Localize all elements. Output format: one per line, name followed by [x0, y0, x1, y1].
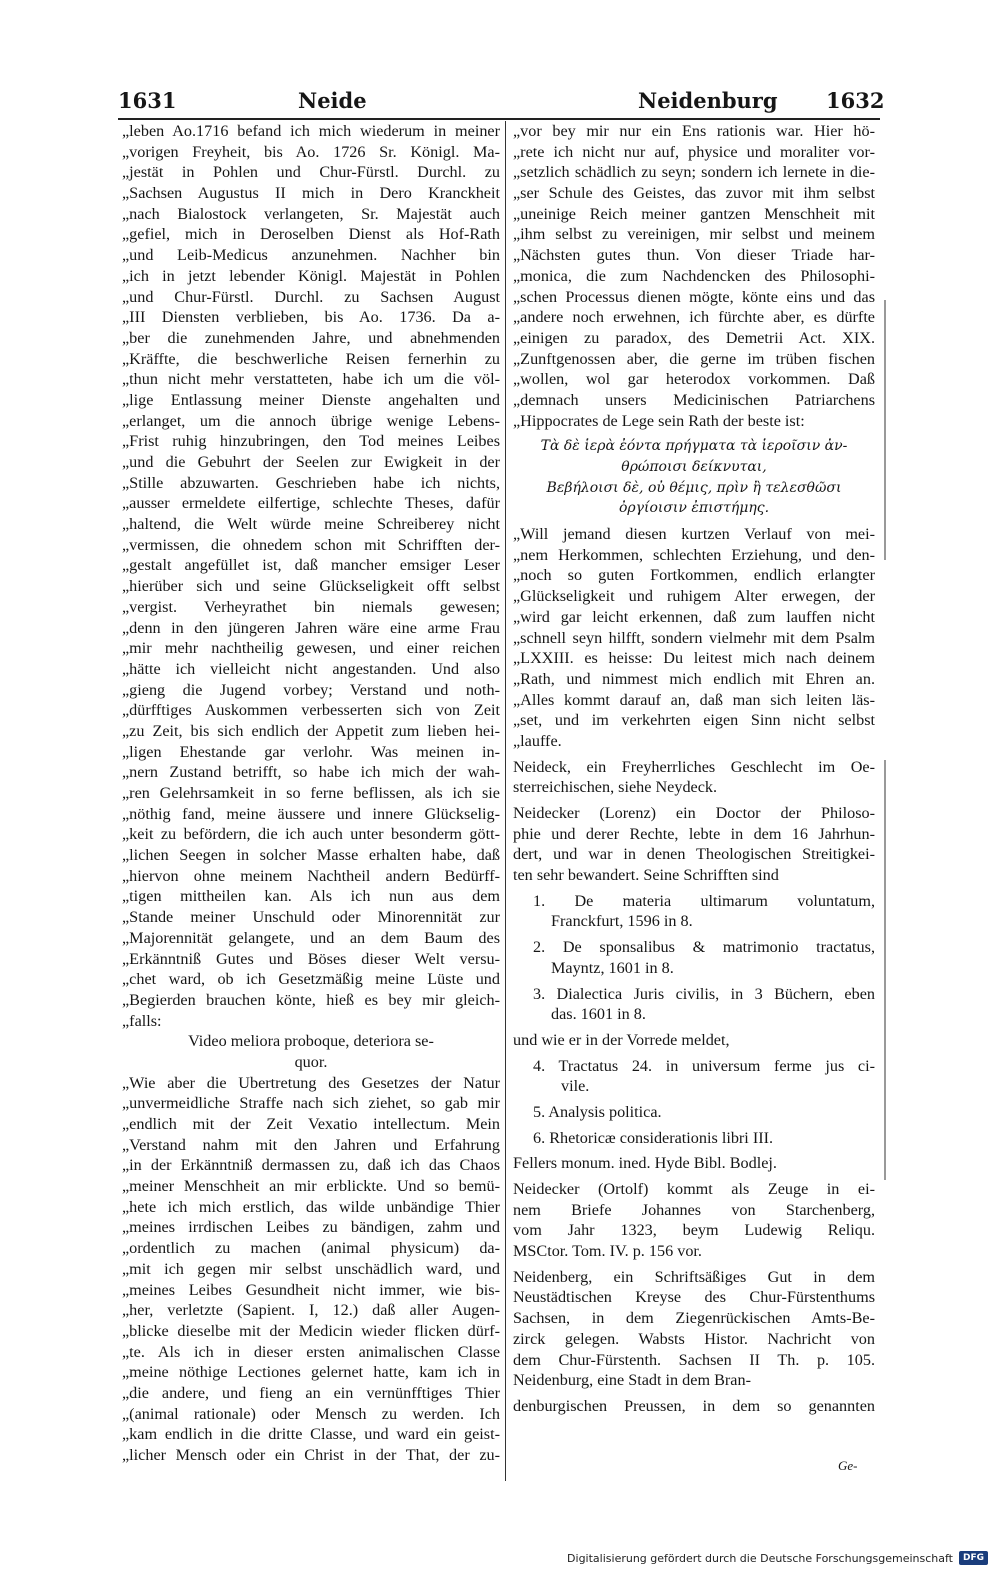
text-line: „falls:: [122, 1011, 162, 1030]
text-line: sterreichischen, siehe Neydeck.: [513, 778, 718, 797]
text-line: vile.: [561, 1077, 590, 1096]
text-line: „hierüber sich und seine Glückseligkeit offt selbst: [122, 577, 500, 596]
text-line: „hete ich mich erstlich, das wilde unbändige Thier: [122, 1197, 500, 1216]
text-line: und wie er in der Vorrede meldet,: [513, 1030, 730, 1049]
text-line: „Stande meiner Unschuld oder Minorennität zur: [122, 908, 500, 927]
text-line: „thun nicht mehr verstatteten, habe ich um die völ-: [122, 370, 500, 389]
text-line: „Hippocrates de Lege sein Rath der beste ist:: [513, 411, 805, 430]
text-line: „und Leib-Medicus anzunehmen. Nachher bin: [122, 246, 500, 265]
text-line: denburgischen Preussen, in dem so genannten: [513, 1396, 875, 1415]
text-line: „nern Zustand betrifft, so habe ich mich der wah-: [122, 763, 500, 782]
text-line: „Begierden brauchen könte, hieß es bey mir gleich-: [122, 990, 500, 1009]
text-line: „die andere, und fieng an ein vernünfftiges Thier: [122, 1383, 500, 1402]
page-header: [118, 88, 885, 118]
text-line: „meiner Menschheit an mir erblickte. Und so bemü-: [122, 1177, 500, 1196]
catchword: Ge-: [838, 1458, 858, 1473]
text-line: „chet ward, ob ich Gesetzmäßig meine Lüste und: [122, 970, 500, 989]
text-line: „ihm selbst zu vereinigen, mir selbst und meinem: [513, 225, 875, 244]
text-line: „schnell seyn hilfft, sondern vielmehr mit dem Psalm: [513, 628, 875, 647]
text-line: „III Diensten verblieben, bis Ao. 1736. Da a-: [122, 308, 500, 327]
text-line: „Wie aber die Ubertretung des Gesetzes der Natur: [122, 1073, 500, 1092]
text-line: „erlanget, um die annoch übrige wenige Lebens-: [122, 411, 500, 430]
text-line: „lige Entlassung meiner Dienste angehalten und: [122, 390, 500, 409]
text-line: „meines irrdischen Leibes zu bändigen, zahm und: [122, 1218, 500, 1237]
text-line: zirck gelegen. Wabsts Histor. Nachricht von: [513, 1329, 875, 1348]
text-line: „wird gar leicht erkennen, daß zum lauffen nicht: [513, 607, 875, 626]
column-divider: [505, 121, 506, 1481]
text-line: „hätte ich vielleicht nicht angestanden. Und also: [122, 659, 500, 678]
text-line: 1. De materia ultimarum voluntatum,: [533, 891, 875, 910]
text-line: „endlich mit der Zeit Vexatio intellectum. Mein: [122, 1115, 500, 1133]
footer: [567, 1550, 988, 1566]
text-line: Neidenberg, ein Schriftsäßiges Gut in dem: [513, 1267, 875, 1286]
text-line: „mir mehr nachtheilig gewesen, und einer reichen: [122, 639, 500, 658]
text-line: „gestalt angefüllet ist, daß mancher emsiger Leser: [122, 556, 500, 575]
text-line: „ordentlich zu machen (animal physicum) da-: [122, 1239, 500, 1258]
right-column: [513, 121, 875, 1417]
text-line: dert, und war in denen Theologischen Streitigkei-: [513, 845, 875, 864]
text-line: „tigen mittheilen kan. Als ich nun aus dem: [122, 887, 500, 906]
text-line: „Majorennität gelangete, und an dem Baum des: [122, 928, 500, 947]
text-line: „LXXIII. es heisse: Du leitest mich nach deinem: [513, 649, 875, 668]
text-line: „Alles kommt darauf an, daß man sich leiten läs-: [513, 690, 875, 709]
text-line: „ligen Ehestande gar verlohr. Was meinen in-: [122, 742, 500, 761]
text-line: „wollen, wol gar heterodox vorkommen. Daß: [513, 370, 875, 389]
text-line: „Zunftgenossen aber, die gerne im trüben fischen: [513, 349, 875, 368]
text-line: Video meliora proboque, deteriora se-: [188, 1032, 434, 1051]
text-line: Neidecker (Lorenz) ein Doctor der Philoso-: [513, 804, 875, 822]
page-edge-mark: [884, 760, 886, 1180]
text-line: 2. De sponsalibus & matrimonio tractatus,: [533, 938, 875, 957]
text-line: ten sehr bewandert. Seine Schrifften sind: [513, 866, 779, 885]
text-line: θρώποισι δείκνυται,: [621, 459, 767, 475]
text-line: 3. Dialectica Juris civilis, in 3 Büchern, eben: [533, 984, 875, 1003]
text-line: „te. Als ich in dieser ersten animalischen Classe: [122, 1342, 500, 1361]
text-line: „unvermeidliche Straffe nach sich ziehet, so gab mir: [122, 1094, 500, 1113]
text-line: „mit ich gegen mir selbst unschädlich ward, und: [122, 1259, 500, 1278]
text-line: „Will jemand diesen kurtzen Verlauf von mei-: [513, 525, 875, 544]
text-line: Fellers monum. ined. Hyde Bibl. Bodlej.: [513, 1154, 777, 1173]
text-line: „schen Processus dienen mögte, könte eins und das: [513, 287, 875, 306]
text-line: Τὰ δὲ ἱερὰ ἐόντα πρήγματα τὰ ἱεροῖσιν ἀν-: [540, 438, 848, 455]
text-line: „blicke dieselbe mit der Medicin wieder flicken dürf-: [122, 1321, 500, 1340]
text-line: „lichen Seegen in solcher Masse erhalten habe, daß: [122, 846, 500, 865]
text-line: „nach Bialostock verlangeten, Sr. Majestät auch: [122, 204, 500, 223]
text-line: „gefiel, mich in Deroselben Dienst als Hof-Rath: [122, 225, 500, 244]
text-line: MSCtor. Tom. IV. p. 156 vor.: [513, 1242, 702, 1261]
text-line: „uneinige Reich meiner gantzen Menschheit mit: [513, 204, 875, 223]
text-line: „einigen zu paradox, des Demetrii Act. XIX.: [513, 328, 875, 347]
text-line: 4. Tractatus 24. in universum ferme jus ci-: [533, 1056, 875, 1075]
text-line: phie und derer Rechte, lebte in dem 16 Jahrhun-: [513, 824, 875, 843]
text-line: „ausser ermeldete eilfertige, schlechte Theses, dafür: [122, 494, 500, 513]
text-line: „meine nöthige Lectiones gelernet hatte, kam ich in: [122, 1363, 500, 1382]
text-line: „ren Gelehrsamkeit in so ferne beflissen, als ich sie: [122, 784, 500, 802]
text-line: „monica, die zum Nachdencken des Philosophi-: [513, 266, 875, 285]
text-line: 6. Rhetoricæ considerationis libri III.: [533, 1128, 774, 1147]
text-line: „zu Zeit, bis sich endlich der Appetit zum lieben hei-: [122, 721, 500, 740]
text-line: „vergist. Verheyrathet bin niemals gewesen;: [122, 597, 500, 616]
text-line: nem Briefe Johannes von Starchenberg,: [513, 1200, 875, 1219]
text-line: „denn in den jüngeren Jahren wäre eine arme Frau: [122, 618, 500, 637]
text-line: „vor bey mir nur ein Ens rationis war. Hier hö-: [513, 122, 875, 140]
text-line: das. 1601 in 8.: [551, 1005, 646, 1024]
text-line: „dürfftiges Auskommen verbesserten sich von Zeit: [122, 701, 500, 720]
text-line: Franckfurt, 1596 in 8.: [551, 912, 693, 931]
text-line: „haltend, die Welt würde meine Schreiberey nicht: [122, 515, 500, 534]
text-line: „ich in jetzt lebender Königl. Majestät in Pohlen: [122, 266, 500, 285]
text-line: „Sachsen Augustus II mich in Dero Kranckheit: [122, 184, 500, 203]
text-line: ὀργίοισιν ἐπιστήμης.: [618, 500, 770, 517]
text-line: Neidecker (Ortolf) kommt als Zeuge in ei-: [513, 1180, 875, 1198]
text-line: 5. Analysis politica.: [533, 1102, 662, 1121]
text-line: „leben Ao.1716 befand ich mich wiederum in meiner: [122, 122, 500, 140]
text-line: „Verstand nahm mit den Jahren und Erfahrung: [122, 1135, 500, 1154]
text-line: Neustädtischen Kreyse des Chur-Fürstenthums: [513, 1288, 875, 1307]
text-line: „nem Herkommen, schlechten Erziehung, und den-: [513, 545, 875, 564]
text-line: quor.: [294, 1052, 328, 1071]
text-line: Neidenburg, eine Stadt in dem Bran-: [513, 1371, 751, 1390]
left-column: [122, 121, 500, 1466]
text-line: „(animal rationale) oder Mensch zu werden. Ich: [122, 1404, 500, 1423]
page-edge-mark: [884, 300, 886, 560]
text-line: „Kräffte, die beschwerliche Reisen fernerhin zu: [122, 349, 500, 368]
text-line: „setzlich schädlich zu seyn; sondern ich lernete in die-: [513, 163, 875, 182]
text-line: Mayntz, 1601 in 8.: [551, 958, 674, 977]
text-line: „und Chur-Fürstl. Durchl. zu Sachsen August: [122, 287, 500, 306]
text-line: „hiervon ohne meinem Nachtheil andern Bedürff-: [122, 866, 500, 885]
text-line: „vermissen, die ohnedem schon mit Schrifften der-: [122, 535, 500, 554]
text-line: dem Chur-Fürstenth. Sachsen II Th. p. 105.: [513, 1350, 875, 1369]
text-line: Neideck, ein Freyherrliches Geschlecht im Oe-: [513, 757, 875, 776]
text-line: „rete ich nicht nur auf, physice und moraliter vor-: [513, 142, 875, 161]
text-line: „nöthig fand, meine äussere und innere Glückselig-: [122, 804, 500, 823]
text-line: „lauffe.: [513, 731, 562, 750]
text-line: „Frist ruhig hinzubringen, den Tod meines Leibes: [122, 432, 500, 451]
text-line: „andere noch erwehnen, ich fürchte aber, es dürfte: [513, 308, 875, 327]
text-line: „vorigen Freyheit, bis Ao. 1726 Sr. Königl. Ma-: [122, 142, 500, 161]
text-line: „Rath, und nimmest mich endlich mit Ehren an.: [513, 669, 875, 688]
text-line: „noch so guten Fortkommen, endlich erlangter: [513, 566, 875, 585]
text-line: „ber die zunehmenden Jahre, und abnehmenden: [122, 328, 500, 347]
footer-text: Digitalisierung gefördert durch die Deutsche Forschungsgemeinschaft: [567, 1551, 953, 1565]
text-line: „in der Erkänntniß dermassen zu, daß ich das Chaos: [122, 1156, 500, 1175]
text-line: „ser Schule des Geistes, das zuvor mit ihm selbst: [513, 184, 875, 203]
page-number-right: 1632: [826, 88, 885, 113]
text-line: „set, und im verkehrten eigen Sinn nicht selbst: [513, 711, 875, 730]
dfg-logo: DFG: [959, 1551, 988, 1565]
text-line: „Erkänntniß Gutes und Böses dieser Welt versu-: [122, 949, 500, 968]
text-line: „licher Mensch oder ein Christ in der That, der zu-: [122, 1446, 500, 1464]
text-line: Βεβήλοισι δὲ, οὐ θέμις, πρὶν ἢ τελεσθῶσι: [546, 479, 842, 496]
page-number-left: 1631: [118, 88, 177, 113]
text-line: Sachsen, in dem Ziegenrückischen Amts-Be-: [513, 1309, 875, 1328]
text-line: „Nächsten gutes thun. Von dieser Triade har-: [513, 246, 875, 265]
text-line: „kam endlich in die dritte Classe, und ward ein geist-: [122, 1425, 500, 1444]
text-line: „Stille abzuwarten. Geschrieben habe ich nichts,: [122, 473, 500, 492]
header-rule: [118, 118, 880, 120]
running-title-right: Neidenburg: [638, 88, 778, 113]
text-line: vom Jahr 1323, beym Ludewig Reliqu.: [513, 1221, 875, 1240]
text-line: „gieng die Jugend vorbey; Verstand und noth-: [122, 680, 500, 699]
text-line: „demnach unsers Medicinischen Patriarchens: [513, 390, 875, 409]
running-title-left: Neide: [298, 88, 367, 113]
text-line: „keit zu befördern, die ich auch unter besonderm gött-: [122, 825, 500, 844]
text-line: „her, verletzte (Sapient. I, 12.) daß aller Augen-: [122, 1301, 500, 1320]
text-line: „und die Gebuhrt der Seelen zur Ewigkeit in der: [122, 453, 500, 471]
text-line: „jestät in Pohlen und Chur-Fürstl. Durchl. zu: [122, 163, 500, 182]
text-line: „meines Leibes Gesundheit nicht immer, wie bis-: [122, 1280, 500, 1299]
text-line: „Glückseligkeit und ruhigem Alter erwegen, der: [513, 587, 875, 606]
